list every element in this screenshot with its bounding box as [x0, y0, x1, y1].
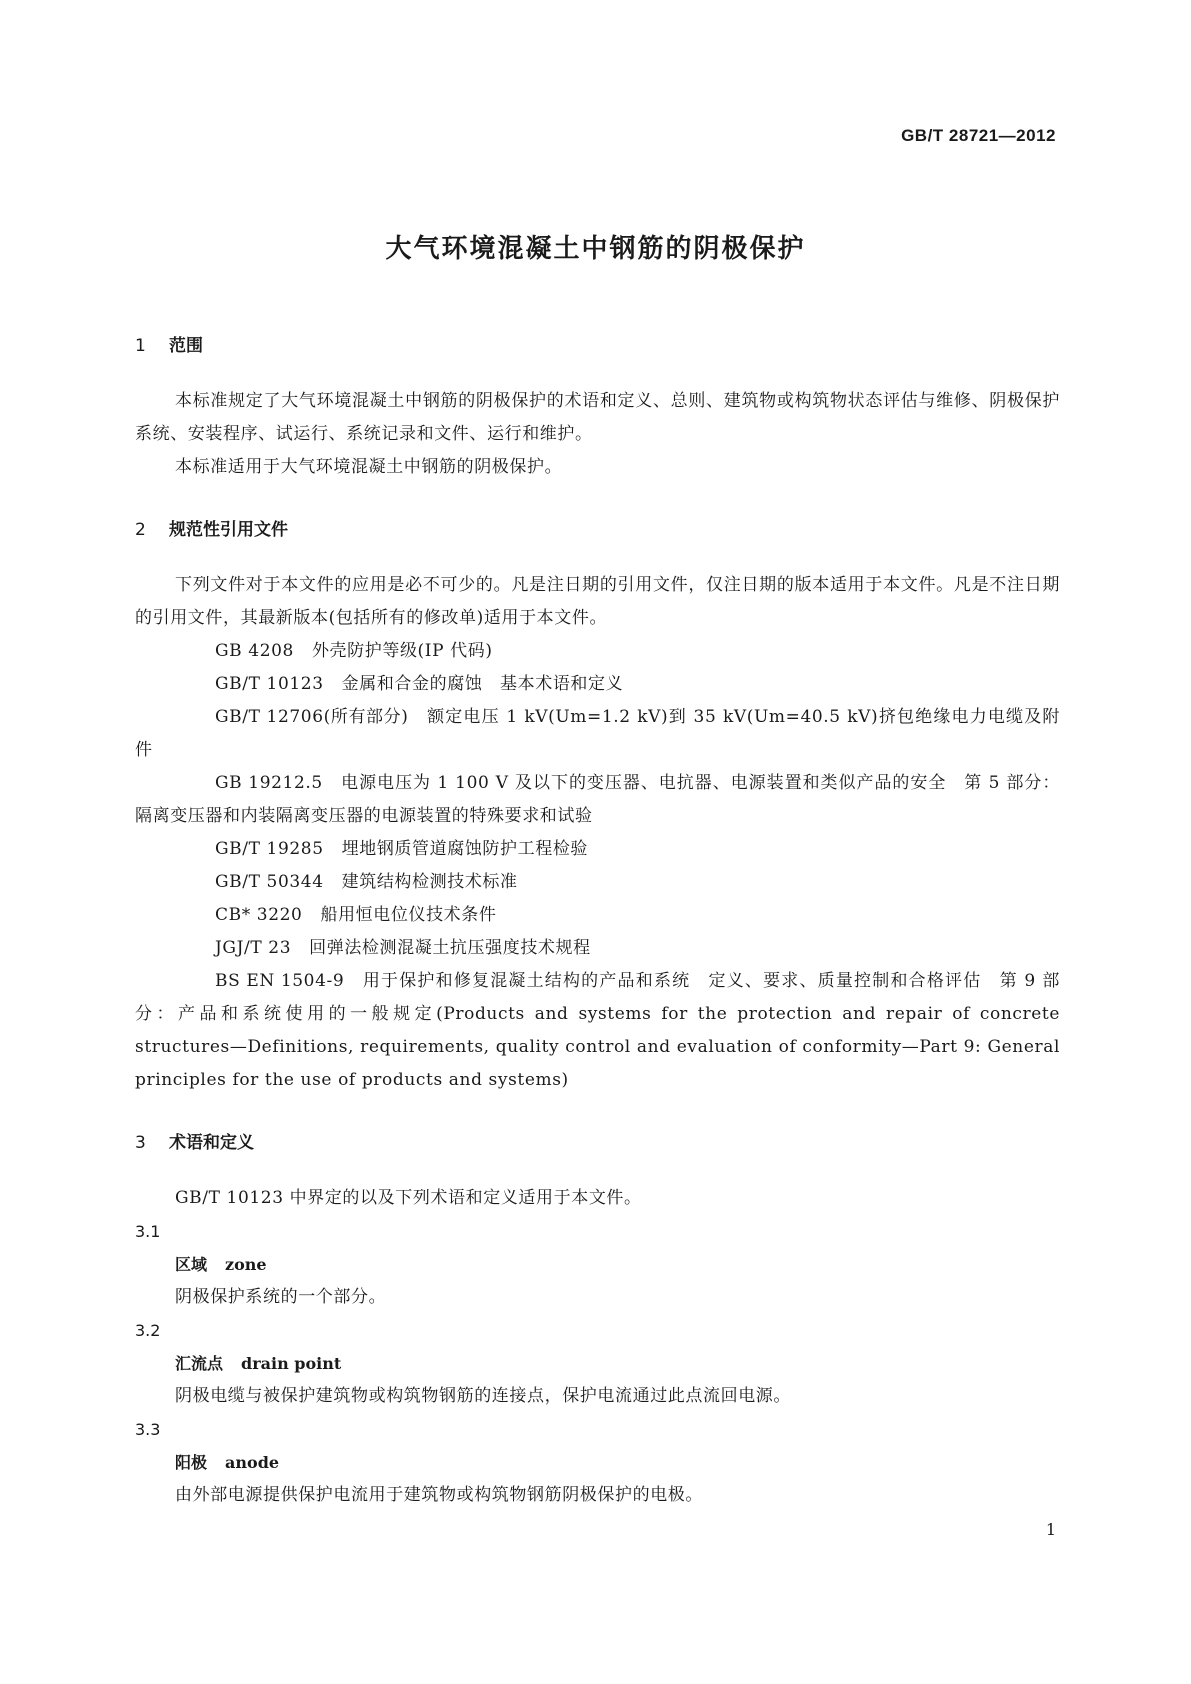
reference-title: 建筑结构检测技术标准: [341, 872, 518, 892]
reference-code: GB/T 50344: [215, 872, 324, 892]
term-en: zone: [225, 1255, 267, 1274]
reference-code: GB/T 10123: [215, 674, 324, 694]
section-2-heading: [135, 514, 1060, 547]
reference-item: [135, 899, 1060, 932]
reference-code: GB 19212.5: [215, 773, 323, 793]
scope-paragraph: 本标准规定了大气环境混凝土中钢筋的阴极保护的术语和定义、总则、建筑物或构筑物状态评估与维修、阴极保护系统、安装程序、试运行、系统记录和文件、运行和维护。: [135, 391, 1060, 444]
reference-title: 外壳防护等级(IP 代码): [311, 641, 493, 661]
term-zh: 汇流点: [175, 1354, 224, 1373]
reference-title: 用于保护和修复混凝土结构的产品和系统 定义、要求、质量控制和合格评估 第 9 部分：产品和系统使用的一般规定(Products and systems for the protection and repair of concrete structures—Definitions, requirements, quality control and evaluation of conformity—Part 9: General principles for the use of products and systems): [135, 971, 1060, 1090]
reference-item: [135, 932, 1060, 965]
reference-item: [135, 635, 1060, 668]
term-zh: 阳极: [175, 1453, 208, 1472]
term-definition: 阴极保护系统的一个部分。: [175, 1287, 387, 1307]
reference-code: GB 4208: [215, 641, 294, 661]
page-number: 1: [1045, 1520, 1056, 1539]
terms-intro: GB/T 10123 中界定的以及下列术语和定义适用于本文件。: [175, 1188, 642, 1208]
term-name: [135, 1248, 1060, 1281]
section-title: 规范性引用文件: [169, 520, 288, 540]
reference-item: [135, 965, 1060, 1097]
reference-code: GB/T 19285: [215, 839, 324, 859]
reference-item: [135, 668, 1060, 701]
term-number: 3.1: [135, 1222, 161, 1241]
section-number: 1: [135, 336, 146, 356]
section-3-heading: [135, 1127, 1060, 1160]
reference-code: GB/T 12706(所有部分): [215, 707, 409, 727]
section-number: 2: [135, 520, 146, 540]
document-body: [135, 330, 1060, 1512]
section-title: 范围: [169, 336, 203, 356]
term-definition: 由外部电源提供保护电流用于建筑物或构筑物钢筋阴极保护的电极。: [175, 1485, 703, 1505]
reference-title: 埋地钢质管道腐蚀防护工程检验: [341, 839, 589, 859]
reference-title: 回弹法检测混凝土抗压强度技术规程: [309, 938, 591, 958]
standard-code: GB/T 28721—2012: [901, 126, 1056, 145]
document-title: 大气环境混凝土中钢筋的阴极保护: [385, 234, 806, 264]
reference-code: CB* 3220: [215, 905, 303, 925]
section-1-heading: [135, 330, 1060, 363]
reference-title: 船用恒电位仪技术条件: [320, 905, 497, 925]
reference-title: 金属和合金的腐蚀 基本术语和定义: [341, 674, 624, 694]
scope-paragraph: 本标准适用于大气环境混凝土中钢筋的阴极保护。: [175, 457, 563, 477]
reference-item: [135, 833, 1060, 866]
term-en: drain point: [241, 1354, 342, 1373]
section-title: 术语和定义: [169, 1133, 254, 1153]
reference-title: 电源电压为 1 100 V 及以下的变压器、电抗器、电源装置和类似产品的安全 第 5 部分：隔离变压器和内装隔离变压器的电源装置的特殊要求和试验: [135, 773, 1060, 826]
term-en: anode: [225, 1453, 280, 1472]
term-definition: 阴极电缆与被保护建筑物或构筑物钢筋的连接点，保护电流通过此点流回电源。: [175, 1386, 791, 1406]
term-number: 3.3: [135, 1420, 161, 1439]
reference-code: BS EN 1504-9: [215, 971, 345, 991]
reference-item: [135, 767, 1060, 833]
term-number: 3.2: [135, 1321, 161, 1340]
reference-item: [135, 701, 1060, 767]
term-name: [135, 1446, 1060, 1479]
reference-code: JGJ/T 23: [215, 938, 292, 958]
term-name: [135, 1347, 1060, 1380]
references-intro: 下列文件对于本文件的应用是必不可少的。凡是注日期的引用文件，仅注日期的版本适用于本文件。凡是不注日期的引用文件，其最新版本(包括所有的修改单)适用于本文件。: [135, 575, 1060, 628]
reference-item: [135, 866, 1060, 899]
term-zh: 区域: [175, 1255, 208, 1274]
section-number: 3: [135, 1133, 146, 1153]
reference-title: 额定电压 1 kV(Um=1.2 kV)到 35 kV(Um=40.5 kV)挤包绝缘电力电缆及附件: [135, 707, 1060, 760]
